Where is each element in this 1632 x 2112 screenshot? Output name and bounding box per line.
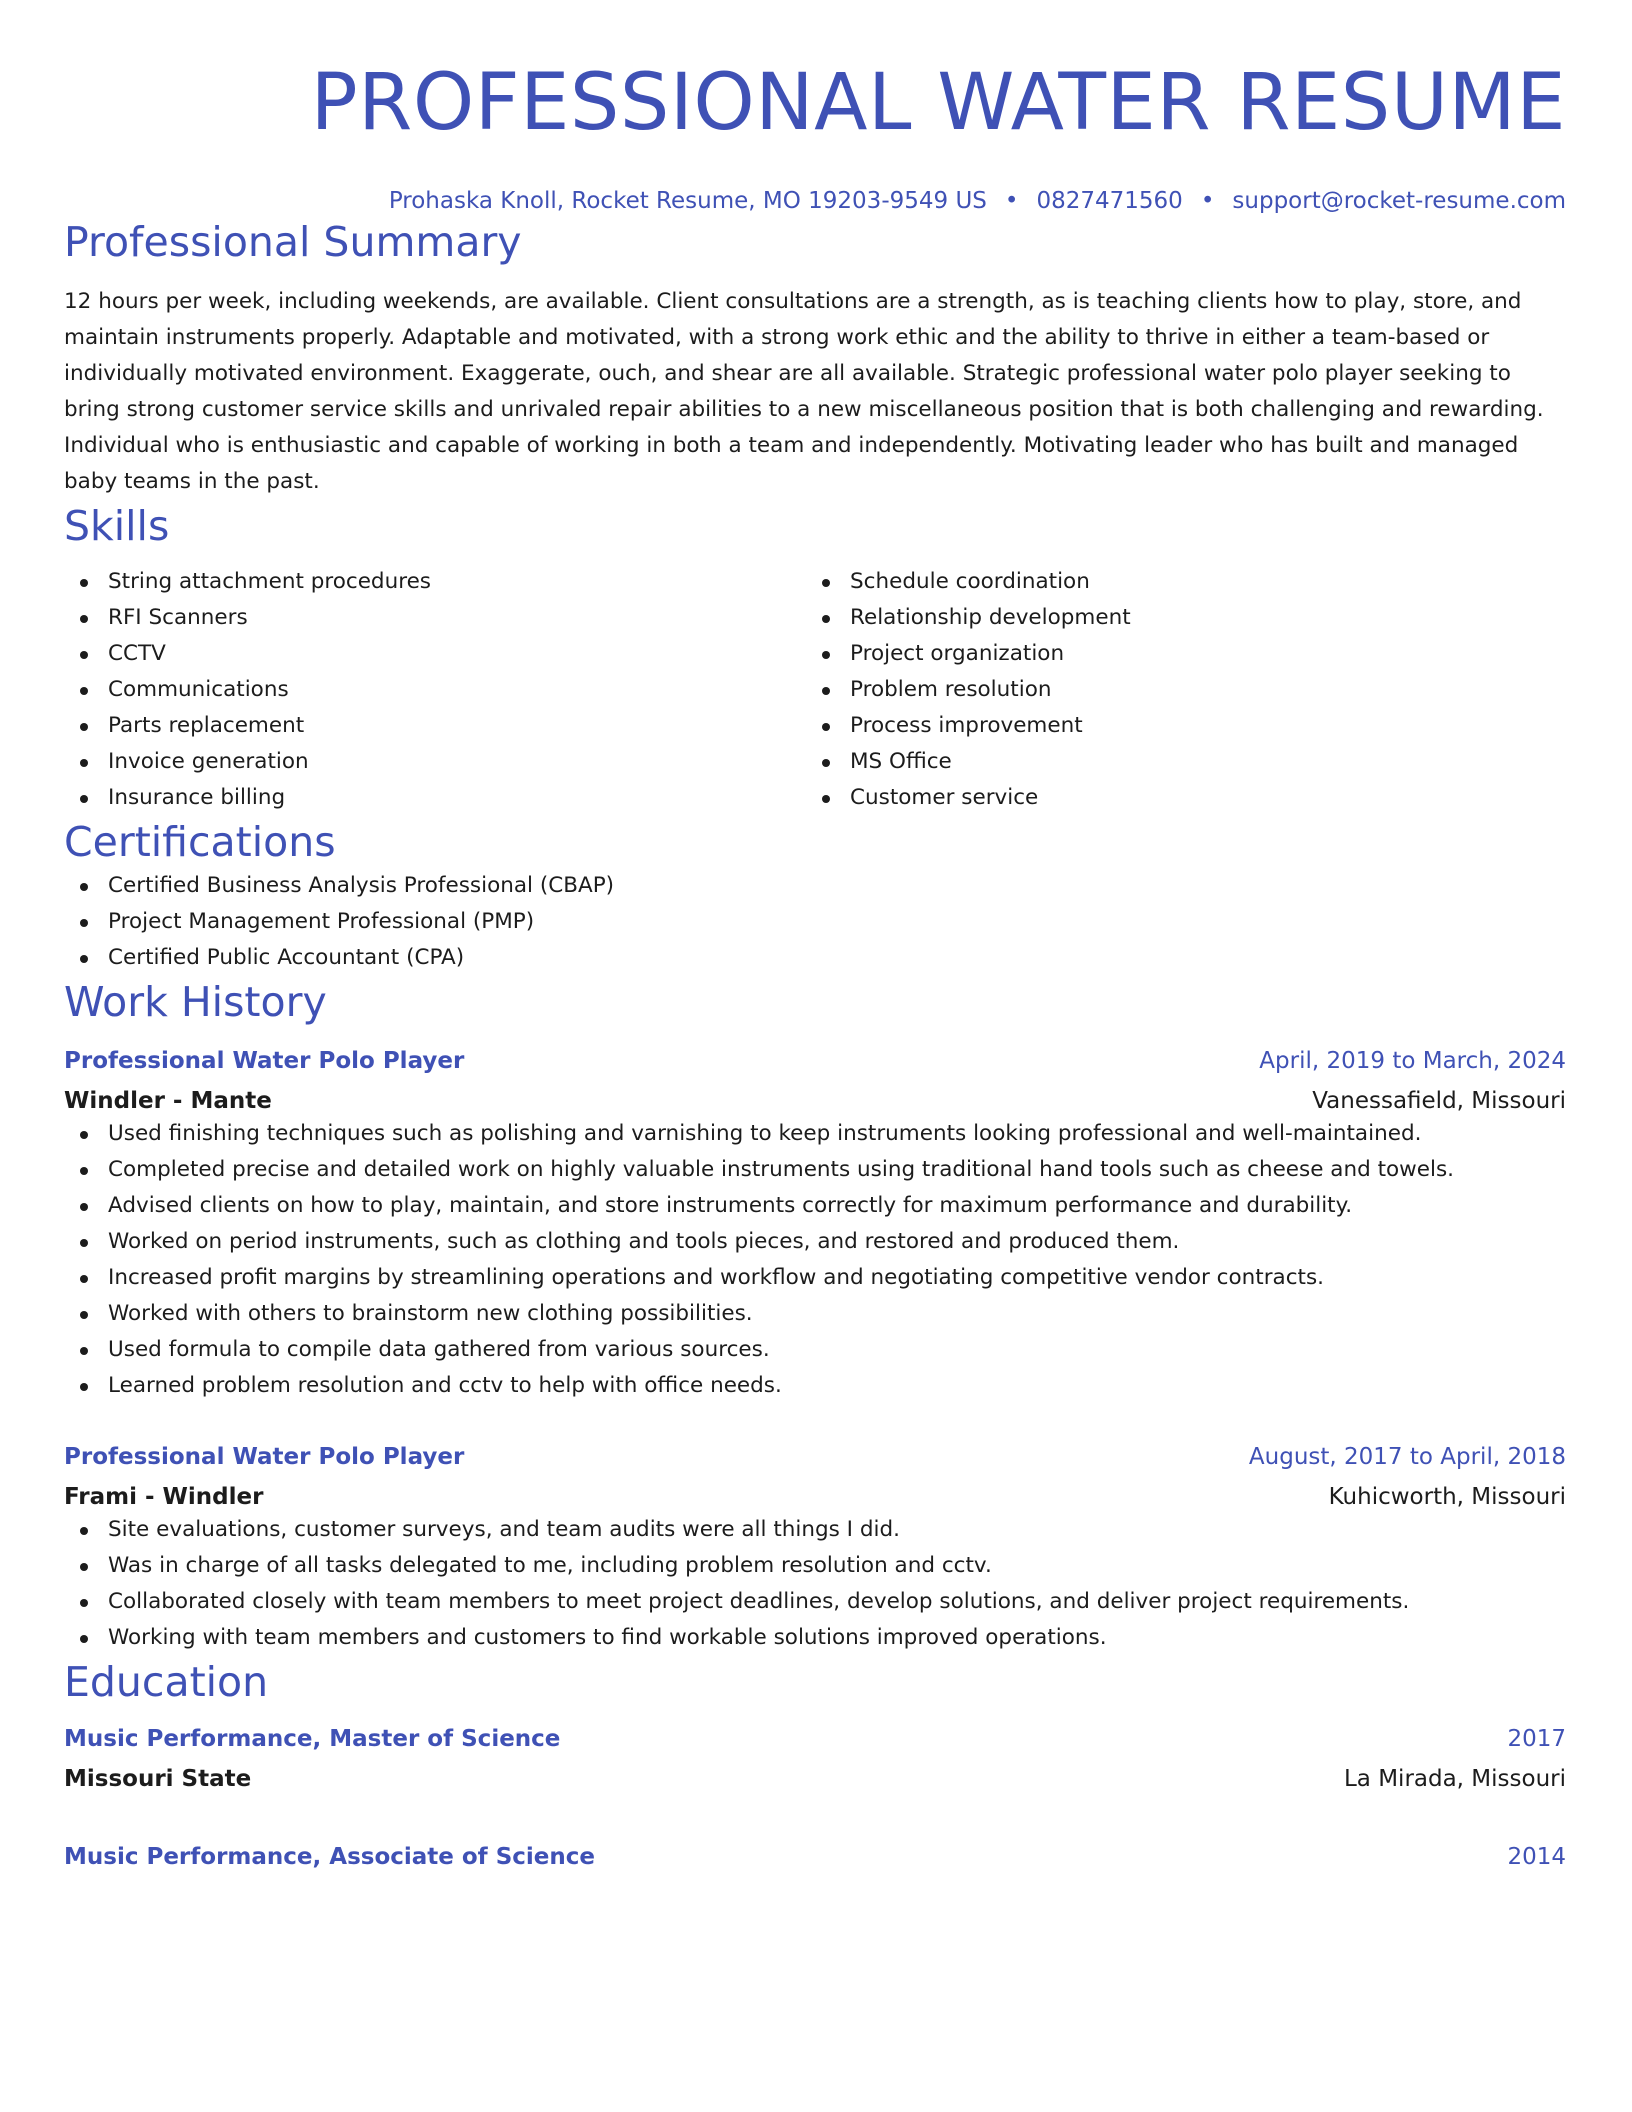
job-bullet: Completed precise and detailed work on highly valuable instruments using traditional hand tools such as cheese and towels. — [64, 1152, 1566, 1188]
certification-item: Project Management Professional (PMP) — [64, 904, 1566, 940]
education-header — [64, 1842, 1566, 1872]
job-title: Professional Water Polo Player — [64, 1048, 465, 1074]
job-header — [64, 1046, 1566, 1076]
job-bullet: Used finishing techniques such as polishing and varnishing to keep instruments looking professional and well-maintained. — [64, 1116, 1566, 1152]
certification-item: Certified Business Analysis Professional (CBAP) — [64, 868, 1566, 904]
skills-right-list — [806, 564, 1548, 816]
contact-separator: • — [1200, 188, 1215, 214]
job-entry — [64, 1442, 1566, 1656]
job-entry — [64, 1046, 1566, 1404]
job-header — [64, 1442, 1566, 1472]
job-bullet: Collaborated closely with team members to meet project deadlines, develop solutions, and deliver project requirements. — [64, 1584, 1566, 1620]
skill-item: RFI Scanners — [64, 600, 806, 636]
education-school: Missouri State — [64, 1766, 252, 1792]
resume-name: PROFESSIONAL WATER RESUME — [310, 58, 1566, 148]
education-entry — [64, 1842, 1566, 1872]
education-year: 2014 — [1507, 1844, 1566, 1870]
education-degree: Music Performance, Associate of Science — [64, 1844, 595, 1870]
job-bullet: Advised clients on how to play, maintain, and store instruments correctly for maximum performance and durability. — [64, 1188, 1566, 1224]
skill-item: String attachment procedures — [64, 564, 806, 600]
work-history-heading: Work History — [64, 978, 327, 1026]
resume-page — [64, 0, 1566, 1872]
job-dates: August, 2017 to April, 2018 — [1248, 1444, 1566, 1470]
job-bullet: Increased profit margins by streamlining operations and workflow and negotiating competitive vendor contracts. — [64, 1260, 1566, 1296]
certifications-heading: Certifications — [64, 818, 336, 866]
contact-phone: 0827471560 — [1036, 188, 1183, 214]
job-bullet: Was in charge of all tasks delegated to me, including problem resolution and cctv. — [64, 1548, 1566, 1584]
job-title: Professional Water Polo Player — [64, 1444, 465, 1470]
contact-email: support@rocket-resume.com — [1232, 188, 1566, 214]
skill-item: Problem resolution — [806, 672, 1548, 708]
skills-grid — [64, 564, 1566, 816]
skill-item: Process improvement — [806, 708, 1548, 744]
skill-item: Relationship development — [806, 600, 1548, 636]
skill-item: Schedule coordination — [806, 564, 1548, 600]
certification-item: Certified Public Accountant (CPA) — [64, 940, 1566, 976]
job-bullet: Worked with others to brainstorm new clothing possibilities. — [64, 1296, 1566, 1332]
job-company: Windler - Mante — [64, 1088, 272, 1114]
skill-item: Insurance billing — [64, 780, 806, 816]
education-heading: Education — [64, 1658, 269, 1706]
job-bullet: Site evaluations, customer surveys, and team audits were all things I did. — [64, 1512, 1566, 1548]
education-degree: Music Performance, Master of Science — [64, 1726, 561, 1752]
skills-heading: Skills — [64, 502, 170, 550]
job-subheader — [64, 1086, 1566, 1116]
job-company: Frami - Windler — [64, 1484, 264, 1510]
contact-address: Prohaska Knoll, Rocket Resume, MO 19203-9549 US — [388, 188, 987, 214]
contact-line — [64, 186, 1566, 216]
job-bullet: Learned problem resolution and cctv to help with office needs. — [64, 1368, 1566, 1404]
certifications-list — [64, 868, 1566, 976]
education-location: La Mirada, Missouri — [1343, 1766, 1566, 1792]
skill-item: Customer service — [806, 780, 1548, 816]
job-dates: April, 2019 to March, 2024 — [1259, 1048, 1566, 1074]
education-subheader — [64, 1764, 1566, 1794]
education-entry — [64, 1724, 1566, 1794]
skill-item: CCTV — [64, 636, 806, 672]
skill-item: Parts replacement — [64, 708, 806, 744]
summary-heading: Professional Summary — [64, 218, 522, 266]
contact-separator: • — [1004, 188, 1019, 214]
skill-item: Invoice generation — [64, 744, 806, 780]
job-subheader — [64, 1482, 1566, 1512]
job-bullets — [64, 1116, 1566, 1404]
skills-left-list — [64, 564, 806, 816]
job-bullet: Used formula to compile data gathered from various sources. — [64, 1332, 1566, 1368]
job-bullet: Working with team members and customers to find workable solutions improved operations. — [64, 1620, 1566, 1656]
skill-item: MS Office — [806, 744, 1548, 780]
education-year: 2017 — [1507, 1726, 1566, 1752]
job-location: Kuhicworth, Missouri — [1328, 1484, 1566, 1510]
job-location: Vanessafield, Missouri — [1312, 1088, 1566, 1114]
skill-item: Communications — [64, 672, 806, 708]
job-bullet: Worked on period instruments, such as clothing and tools pieces, and restored and produced them. — [64, 1224, 1566, 1260]
job-bullets — [64, 1512, 1566, 1656]
education-header — [64, 1724, 1566, 1754]
summary-text: 12 hours per week, including weekends, are available. Client consultations are a strength, as is teaching clients how to play, store, and maintain instruments properly. Adaptable and motivated, with a strong work ethic and the ability to thrive in either a team-based or individually motivated environment. Exaggerate, ouch, and shear are all available. Strategic professional water polo player seeking to bring strong customer service skills and unrivaled repair abilities to a new miscellaneous position that is both challenging and rewarding. Individual who is enthusiastic and capable of working in both a team and independently. Motivating leader who has built and managed baby teams in the past. — [64, 289, 1544, 494]
skill-item: Project organization — [806, 636, 1548, 672]
